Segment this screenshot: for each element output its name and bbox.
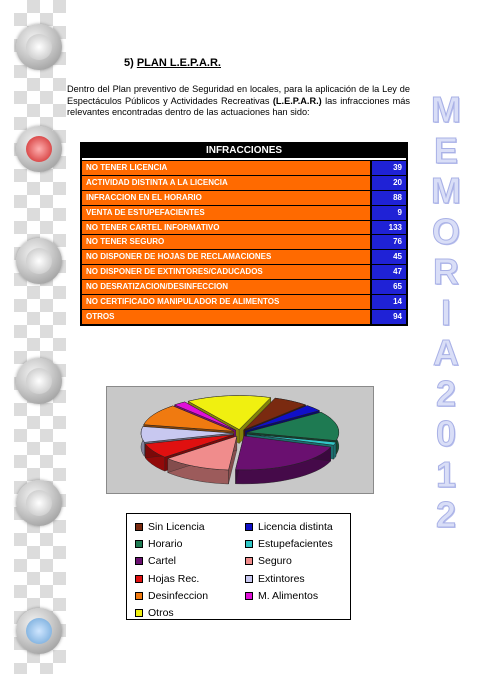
legend-label: Licencia distinta [258,520,333,533]
legend-swatch [135,540,143,548]
legend-label: M. Alimentos [258,589,319,602]
legend-item [135,587,245,604]
section-number: 5) [124,57,134,69]
infraction-label: NO DISPONER DE EXTINTORES/CADUCADOS [82,264,372,279]
infraction-count: 94 [372,309,406,324]
legend-label: Cartel [148,555,177,568]
infraction-count: 65 [372,279,406,294]
table-row [82,175,406,190]
legend-label: Extintores [258,572,305,585]
legend-label: Seguro [258,555,292,568]
infraction-label: NO TENER CARTEL INFORMATIVO [82,220,372,235]
legend-label: Hojas Rec. [148,572,200,585]
chart-legend [126,513,351,620]
infraction-count: 14 [372,294,406,309]
infraction-count: 76 [372,234,406,249]
side-title-letter: 2 [435,372,457,414]
section-title: PLAN L.E.P.A.R. [136,57,221,69]
legend-label: Otros [148,607,174,620]
infractions-table [80,142,408,326]
legend-swatch [135,523,143,531]
section-heading [124,57,221,69]
table-row [82,234,406,249]
infraction-label: NO TENER SEGURO [82,234,372,249]
intro-text-bold: (L.E.P.A.R.) [272,95,322,106]
infraction-count: 39 [372,160,406,175]
legend-label: Estupefacientes [258,537,333,550]
legend-item [245,553,358,570]
side-title-letter: E [433,129,458,171]
side-title-letter: R [433,251,459,292]
intro-text-start: Dentro del Plan preventivo de Seguridad en locales, para la aplicación de la Ley de Espectáculos Públicos y Actividades Recreativas [67,84,410,106]
infraction-label: NO DISPONER DE HOJAS DE RECLAMACIONES [82,249,372,264]
table-row [82,190,406,205]
infraction-label: VENTA DE ESTUPEFACIENTES [82,205,372,220]
legend-item [245,518,358,535]
table-row [82,294,406,309]
legend-swatch [245,523,253,531]
left-checkered-stripe [14,0,66,674]
infraction-label: ACTIVIDAD DISTINTA A LA LICENCIA [82,175,372,190]
legend-item [245,570,358,587]
legend-swatch [135,575,143,583]
legend-item [135,535,245,552]
table-row [82,160,406,175]
intro-paragraph [67,84,410,119]
infraction-label: NO TENER LICENCIA [82,160,372,175]
infraction-label: INFRACCION EN EL HORARIO [82,190,372,205]
emblem-logo-5 [16,480,62,526]
legend-label: Sin Licencia [148,520,205,533]
infraction-count: 88 [372,190,406,205]
infraction-count: 45 [372,249,406,264]
pie-chart [107,387,373,493]
table-header: INFRACCIONES [82,144,406,160]
pie-chart-area [106,386,374,494]
table-row [82,249,406,264]
legend-swatch [245,592,253,600]
emblem-logo-3 [16,238,62,284]
legend-label: Horario [148,537,183,550]
side-title-letter: 0 [435,413,457,454]
legend-swatch [245,557,253,565]
table-row [82,220,406,235]
infraction-label: NO CERTIFICADO MANIPULADOR DE ALIMENTOS [82,294,372,309]
emblem-logo-1 [16,24,62,70]
side-title-letter: 2 [435,494,457,535]
infraction-label: OTROS [82,309,372,324]
legend-swatch [245,540,253,548]
legend-item [135,553,245,570]
infraction-count: 133 [372,220,406,235]
legend-swatch [135,557,143,565]
legend-item [135,518,245,535]
side-title-letter: M [431,89,461,130]
legend-item [245,587,358,604]
side-title-letter: A [433,332,459,373]
infraction-count: 47 [372,264,406,279]
legend-swatch [245,575,253,583]
legend-swatch [135,592,143,600]
legend-item [135,604,245,621]
legend-label: Desinfeccion [148,589,209,602]
emblem-logo-6 [16,608,62,654]
legend-item [245,535,358,552]
infraction-count: 20 [372,175,406,190]
side-title-letter: M [431,170,461,211]
table-row [82,279,406,294]
emblem-logo-4 [16,358,62,404]
legend-swatch [135,609,143,617]
table-row [82,205,406,220]
table-row [82,264,406,279]
side-title-letter: O [431,210,460,252]
side-title-memoria [424,90,468,536]
side-title-letter: 1 [435,453,457,495]
intro-text-end: las infracciones más relevantes encontradas dentro de las actuaciones han sido: [67,95,410,117]
side-title-letter: I [440,291,451,333]
infraction-label: NO DESRATIZACION/DESINFECCION [82,279,372,294]
emblem-logo-2 [16,126,62,172]
legend-item [135,570,245,587]
table-row [82,309,406,324]
infraction-count: 9 [372,205,406,220]
